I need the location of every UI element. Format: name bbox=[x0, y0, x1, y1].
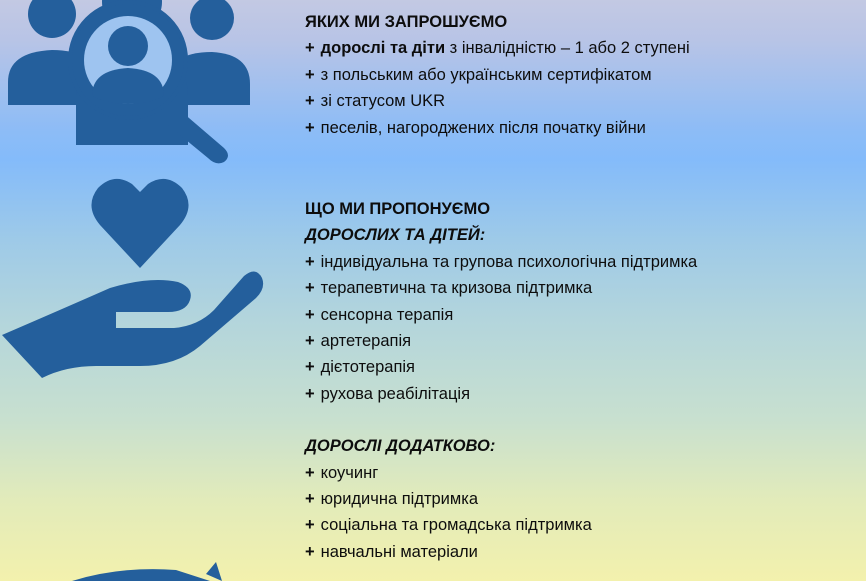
item-text: юридична підтримка bbox=[320, 490, 479, 509]
list-item bbox=[305, 328, 697, 354]
list-item bbox=[305, 302, 697, 328]
item-text: з польським або українським сертифікатом bbox=[320, 65, 652, 84]
list-item bbox=[305, 539, 697, 565]
list-item bbox=[305, 88, 690, 114]
item-text: соціальна та громадська підтримка bbox=[320, 516, 592, 535]
plus-marker: + bbox=[305, 252, 315, 271]
plus-marker: + bbox=[305, 332, 315, 351]
plus-marker: + bbox=[305, 516, 315, 535]
spacer bbox=[305, 407, 697, 433]
plus-marker: + bbox=[305, 92, 315, 111]
item-text: терапевтична та кризова підтримка bbox=[320, 279, 593, 298]
plus-marker: + bbox=[305, 463, 315, 482]
plus-marker: + bbox=[305, 490, 315, 509]
partial-bottom-icon bbox=[0, 562, 260, 581]
offer-section bbox=[305, 196, 697, 565]
list-item bbox=[305, 512, 697, 538]
list-item bbox=[305, 460, 697, 486]
list-item bbox=[305, 381, 697, 407]
item-text: зі статусом UKR bbox=[320, 92, 446, 111]
list-item bbox=[305, 354, 697, 380]
list-item bbox=[305, 35, 690, 61]
offer-subheading: ДОРОСЛИХ ТА ДІТЕЙ: bbox=[305, 226, 486, 245]
plus-marker: + bbox=[305, 279, 315, 298]
item-text: дієтотерапія bbox=[320, 358, 415, 377]
invite-section bbox=[305, 9, 690, 141]
item-text: навчальні матеріали bbox=[320, 542, 478, 561]
item-text: артетерапія bbox=[320, 332, 412, 351]
adults-subheading: ДОРОСЛІ ДОДАТКОВО: bbox=[305, 437, 496, 456]
plus-marker: + bbox=[305, 384, 315, 403]
list-item bbox=[305, 62, 690, 88]
plus-marker: + bbox=[305, 65, 315, 84]
item-text: рухова реабілітація bbox=[320, 384, 471, 403]
item-text: сенсорна терапія bbox=[320, 305, 454, 324]
item-bold: дорослі та діти bbox=[320, 39, 446, 58]
plus-marker: + bbox=[305, 358, 315, 377]
plus-marker: + bbox=[305, 542, 315, 561]
item-text: коучинг bbox=[320, 463, 379, 482]
list-item bbox=[305, 486, 697, 512]
plus-marker: + bbox=[305, 118, 315, 137]
plus-marker: + bbox=[305, 39, 315, 58]
list-item bbox=[305, 275, 697, 301]
list-item bbox=[305, 115, 690, 141]
plus-marker: + bbox=[305, 305, 315, 324]
heart-hand-icon bbox=[0, 170, 270, 385]
item-text: песелів, нагороджених після початку війни bbox=[320, 118, 646, 137]
item-text: індивідуальна та групова психологічна підтримка bbox=[320, 252, 698, 271]
people-search-icon bbox=[0, 0, 260, 165]
offer-heading: ЩО МИ ПРОПОНУЄМО bbox=[305, 200, 491, 218]
item-text: з інвалідністю – 1 або 2 ступені bbox=[445, 39, 690, 58]
invite-heading: ЯКИХ МИ ЗАПРОШУЄМО bbox=[305, 13, 508, 31]
list-item bbox=[305, 249, 697, 275]
